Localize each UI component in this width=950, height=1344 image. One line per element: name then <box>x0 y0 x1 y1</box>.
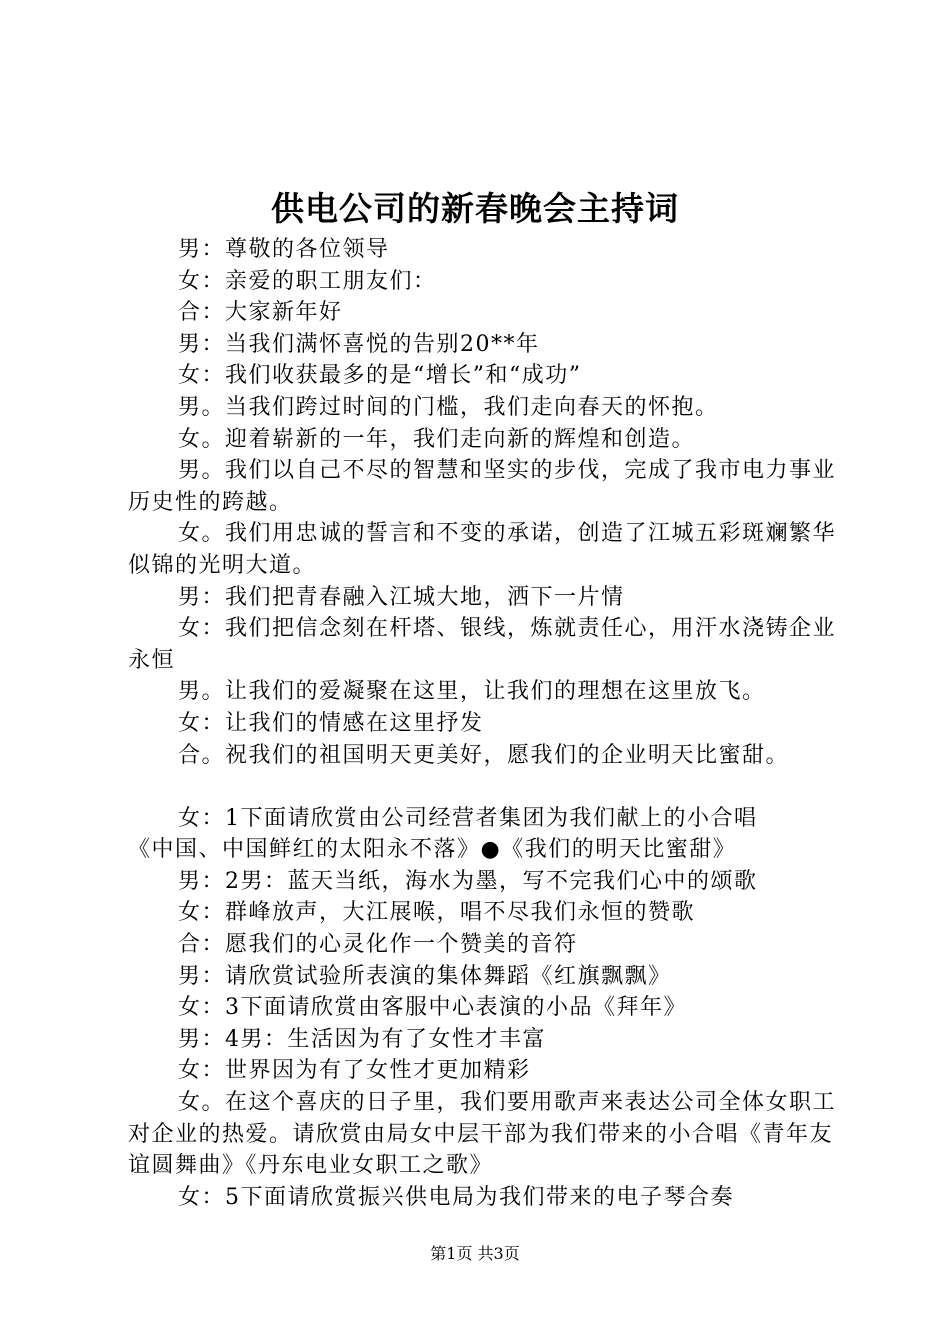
paragraph: 男。我们以自己不尽的智慧和坚实的步伐，完成了我市电力事业历史性的跨越。 <box>128 458 837 515</box>
paragraph: 女：3下面请欣赏由客服中心表演的小品《拜年》 <box>178 995 687 1021</box>
paragraph: 女：我们收获最多的是“增长”和“成功” <box>178 363 582 389</box>
paragraph: 女：1下面请欣赏由公司经营者集团为我们献上的小合唱 <box>178 805 758 831</box>
document-body <box>128 234 843 1213</box>
blank-line <box>128 771 843 803</box>
paragraph: 女：让我们的情感在这里抒发 <box>178 710 484 736</box>
paragraph: 女。迎着崭新的一年，我们走向新的辉煌和创造。 <box>178 426 696 452</box>
paragraph: 男：当我们满怀喜悦的告别20**年 <box>178 331 540 357</box>
paragraph: 男。让我们的爱凝聚在这里，让我们的理想在这里放飞。 <box>178 679 766 705</box>
page-number: 第1页 共3页 <box>430 1244 520 1263</box>
paragraph: 男：我们把青春融入江城大地，洒下一片情 <box>178 584 625 610</box>
paragraph: 《中国、中国鲜红的太阳永不落》●《我们的明天比蜜甜》 <box>128 837 737 863</box>
paragraph: 男：2男：蓝天当纸，海水为墨，写不完我们心中的颂歌 <box>178 868 758 894</box>
paragraph: 合。祝我们的祖国明天更美好，愿我们的企业明天比蜜甜。 <box>178 742 790 768</box>
paragraph: 男。当我们跨过时间的门槛，我们走向春天的怀抱。 <box>178 394 719 420</box>
paragraph: 男：尊敬的各位领导 <box>178 237 390 262</box>
paragraph: 女。我们用忠诚的誓言和不变的承诺，创造了江城五彩斑斓繁华似锦的光明大道。 <box>128 521 837 578</box>
paragraph: 女：群峰放声，大江展喉，唱不尽我们永恒的赞歌 <box>178 900 696 926</box>
paragraph: 女：世界因为有了女性才更加精彩 <box>178 1058 531 1084</box>
paragraph: 女：5下面请欣赏振兴供电局为我们带来的电子琴合奏 <box>178 1184 734 1210</box>
paragraph: 男：4男：生活因为有了女性才丰富 <box>178 1026 546 1052</box>
paragraph: 合：愿我们的心灵化作一个赞美的音符 <box>178 932 578 958</box>
paragraph: 合：大家新年好 <box>178 300 343 326</box>
paragraph: 女：我们把信念刻在杆塔、银线，炼就责任心，用汗水浇铸企业永恒 <box>128 616 837 673</box>
paragraph: 女。在这个喜庆的日子里，我们要用歌声来表达公司全体女职工对企业的热爱。请欣赏由局女中层干部为我们带来的小合唱《青年友谊圆舞曲》《丹东电业女职工之歌》 <box>128 1090 837 1179</box>
document-title: 供电公司的新春晚会主持词 <box>271 189 679 228</box>
paragraph: 女：亲爱的职工朋友们： <box>178 268 437 294</box>
paragraph: 男：请欣赏试验所表演的集体舞蹈《红旗飘飘》 <box>178 963 672 989</box>
